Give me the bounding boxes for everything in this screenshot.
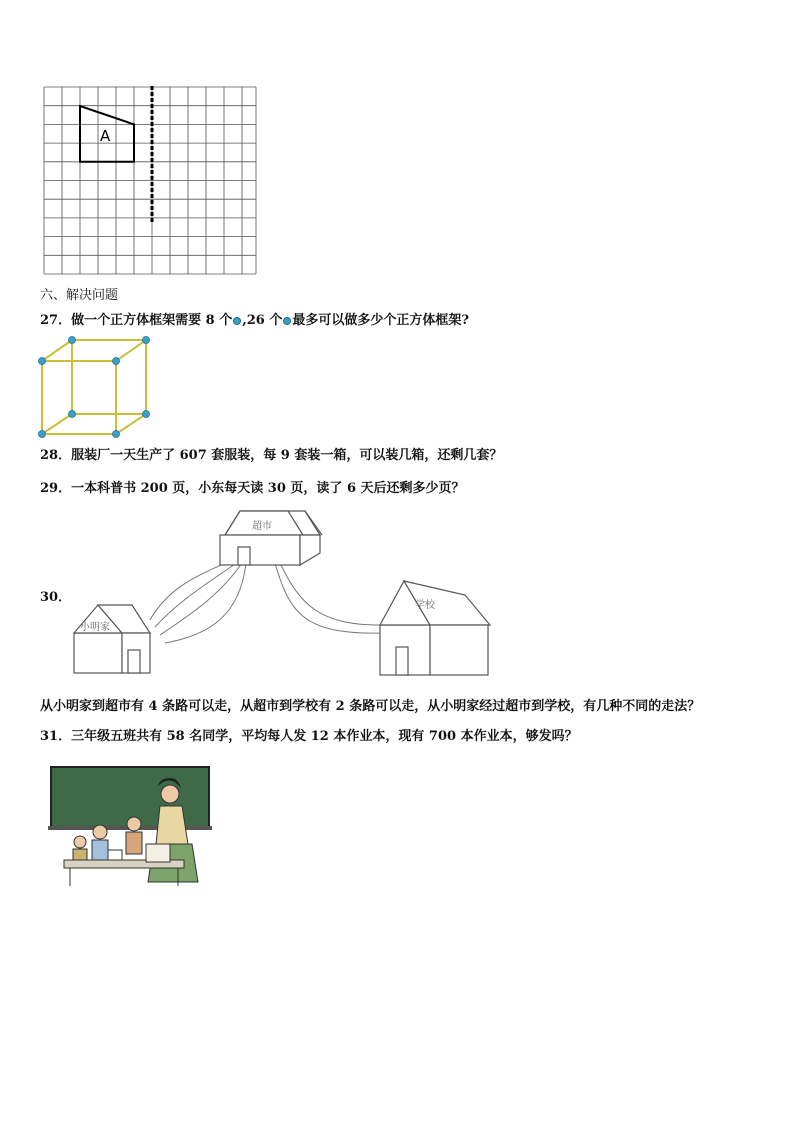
school-label: 学校 bbox=[415, 600, 435, 611]
question-27-number: 27． bbox=[40, 313, 72, 328]
cube-frame-figure bbox=[34, 334, 156, 440]
question-30-number: 30． bbox=[40, 590, 72, 605]
question-27 bbox=[40, 313, 469, 329]
section-title: 六、解决问题 bbox=[40, 288, 119, 303]
question-27-text-a: 做一个正方体框架需要 8 个 bbox=[71, 313, 233, 328]
school-building bbox=[380, 581, 490, 675]
ball-icon bbox=[283, 317, 291, 325]
home-building bbox=[74, 605, 150, 673]
question-31-text: 三年级五班共有 58 名同学，平均每人发 12 本作业本，现有 700 本作业本，够发吗？ bbox=[71, 729, 578, 744]
home-label: 小明家 bbox=[80, 622, 110, 633]
question-29-text: 一本科普书 200 页，小东每天读 30 页，读了 6 天后还剩多少页？ bbox=[71, 481, 465, 496]
question-31 bbox=[40, 729, 578, 745]
question-28-text: 服装厂一天生产了 607 套服装，每 9 套装一箱，可以装几箱，还剩几套？ bbox=[71, 448, 503, 463]
question-30 bbox=[40, 699, 700, 715]
question-27-text-b: ,26 个 bbox=[242, 313, 283, 328]
question-29 bbox=[40, 481, 465, 497]
question-28-number: 28． bbox=[40, 448, 72, 463]
routes bbox=[150, 560, 385, 643]
route-map-figure bbox=[70, 505, 495, 680]
grid-figure bbox=[42, 86, 258, 276]
supermarket-building bbox=[220, 511, 322, 565]
supermarket-label: 超市 bbox=[252, 521, 272, 532]
question-27-text-c: 最多可以做多少个正方体框架? bbox=[292, 313, 469, 328]
question-28 bbox=[40, 448, 502, 464]
question-31-number: 31． bbox=[40, 729, 72, 744]
ball-icon bbox=[233, 317, 241, 325]
classroom-illustration bbox=[48, 764, 212, 888]
shape-a-label: A bbox=[100, 127, 111, 145]
grid-lines bbox=[44, 87, 256, 274]
question-30-text: 从小明家到超市有 4 条路可以走，从超市到学校有 2 条路可以走，从小明家经过超市到学校，有几种不同的走法？ bbox=[40, 699, 701, 714]
question-29-number: 29． bbox=[40, 481, 72, 496]
